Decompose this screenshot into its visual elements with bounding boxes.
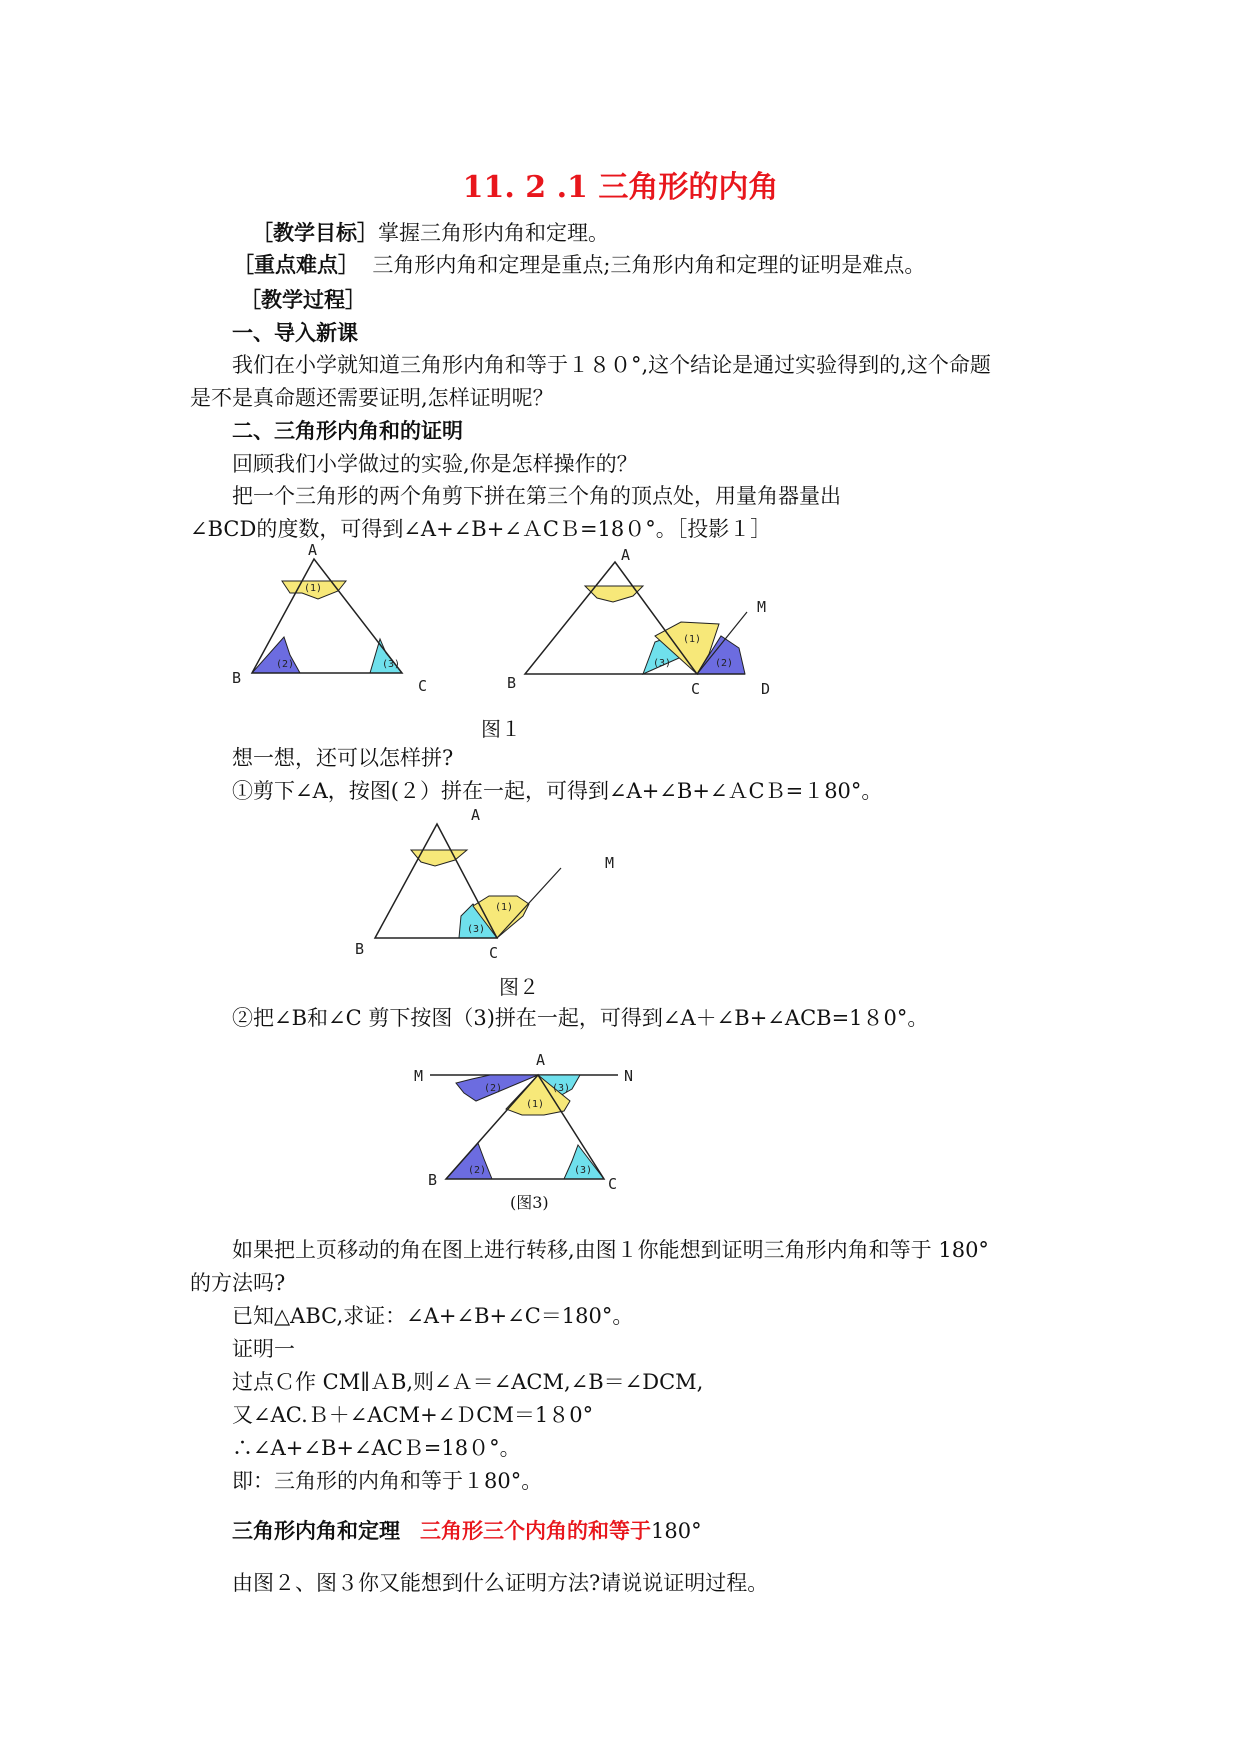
- mark-3: (3): [467, 924, 486, 935]
- proof-step1: 过点Ｃ作 CM∥ＡB,则∠Ａ＝∠ACM,∠B＝∠DCM,: [232, 1370, 704, 1394]
- keypoints-text: 三角形内角和定理是重点;三角形内角和定理的证明是难点。: [372, 253, 926, 277]
- mark-3b: (3): [574, 1165, 593, 1176]
- mark-1: (1): [683, 634, 702, 645]
- figure1-right-triangle: [505, 546, 785, 700]
- keypoints-line: [233, 250, 925, 280]
- label-b: B: [507, 674, 517, 692]
- theorem-label: 三角形内角和定理: [232, 1518, 400, 1543]
- label-c: C: [691, 680, 701, 698]
- label-c: C: [608, 1175, 618, 1193]
- section2-heading: 二、三角形内角和的证明: [232, 418, 463, 443]
- section1-heading: 一、导入新课: [232, 320, 358, 345]
- mark-2: (2): [484, 1083, 503, 1094]
- label-a: A: [471, 806, 481, 824]
- figure2-caption: 图２: [499, 975, 539, 999]
- figure1-left-triangle: [230, 541, 440, 695]
- page-title: 11. 2 .1 三角形的内角: [462, 170, 779, 205]
- section2-line3: ∠BCD的度数，可得到∠A+∠B+∠ＡCＢ=18０°。［投影１］: [190, 517, 772, 541]
- objectives-label: ［教学目标］: [252, 220, 378, 245]
- mark-2b: (2): [468, 1165, 487, 1176]
- theorem-statement: 三角形三个内角的和等于: [420, 1518, 652, 1543]
- label-m: M: [414, 1067, 424, 1085]
- item2-line: ②把∠B和∠C 剪下按图（3)拼在一起，可得到∠A＋∠B+∠ACB=1８0°。: [232, 1006, 929, 1030]
- section2-line2: 把一个三角形的两个角剪下拼在第三个角的顶点处，用量角器量出: [232, 484, 841, 508]
- transfer-line1: 如果把上页移动的角在图上进行转移,由图１你能想到证明三角形内角和等于 180°: [232, 1238, 989, 1262]
- proof-step2: 又∠AC.Ｂ＋∠ACM+∠ＤCM＝1８0°: [232, 1403, 594, 1427]
- mark-3: (3): [653, 658, 672, 669]
- keypoints-label: ［重点难点］: [233, 252, 359, 277]
- mark-1: (1): [526, 1099, 545, 1110]
- section2-line1: 回顾我们小学做过的实验,你是怎样操作的？: [232, 452, 638, 476]
- label-d: D: [761, 680, 771, 698]
- figure2-triangle: [355, 806, 625, 970]
- label-c: C: [418, 677, 428, 695]
- label-a: A: [308, 541, 318, 559]
- label-n: N: [624, 1067, 634, 1085]
- label-b: B: [232, 669, 242, 687]
- label-a: A: [536, 1051, 546, 1069]
- mark-3: (3): [382, 659, 401, 670]
- label-a: A: [621, 546, 631, 564]
- label-b: B: [355, 940, 365, 958]
- proof-step3: ∴∠A+∠B+∠ACＢ=18０°。: [232, 1436, 521, 1460]
- theorem-value: 180°: [651, 1519, 702, 1543]
- mark-1: (1): [304, 583, 323, 594]
- think-line2: ①剪下∠A，按图(２）拼在一起，可得到∠A+∠B+∠ＡCＢ=１80°。: [232, 779, 883, 803]
- objectives-line: [252, 218, 609, 248]
- proof-given: 已知△ABC,求证：∠A+∠B+∠C＝180°。: [232, 1304, 634, 1328]
- closing-line: 由图２、图３你又能想到什么证明方法?请说说证明过程。: [232, 1571, 769, 1595]
- proof-title: 证明一: [232, 1337, 295, 1361]
- figure3-triangle: [412, 1051, 642, 1205]
- mark-2: (2): [715, 658, 734, 669]
- objectives-text: 掌握三角形内角和定理。: [378, 221, 609, 245]
- label-m: M: [605, 854, 615, 872]
- label-c: C: [489, 944, 499, 962]
- label-m: M: [757, 598, 767, 616]
- mark-2: (2): [276, 659, 295, 670]
- section1-line2: 是不是真命题还需要证明,怎样证明呢？: [190, 386, 554, 410]
- figure3-caption: (图3): [510, 1193, 549, 1212]
- label-b: B: [428, 1171, 438, 1189]
- mark-3: (3): [552, 1083, 571, 1094]
- figure1-caption: 图１: [481, 717, 521, 741]
- section1-line1: 我们在小学就知道三角形内角和等于１８０°,这个结论是通过实验得到的,这个命题: [232, 353, 991, 377]
- process-label: ［教学过程］: [240, 287, 366, 312]
- transfer-line2: 的方法吗?: [190, 1271, 286, 1295]
- mark-1: (1): [495, 902, 514, 913]
- theorem-line: [232, 1516, 702, 1546]
- think-line1: 想一想，还可以怎样拼?: [232, 746, 454, 770]
- proof-step4: 即：三角形的内角和等于１80°。: [232, 1469, 543, 1493]
